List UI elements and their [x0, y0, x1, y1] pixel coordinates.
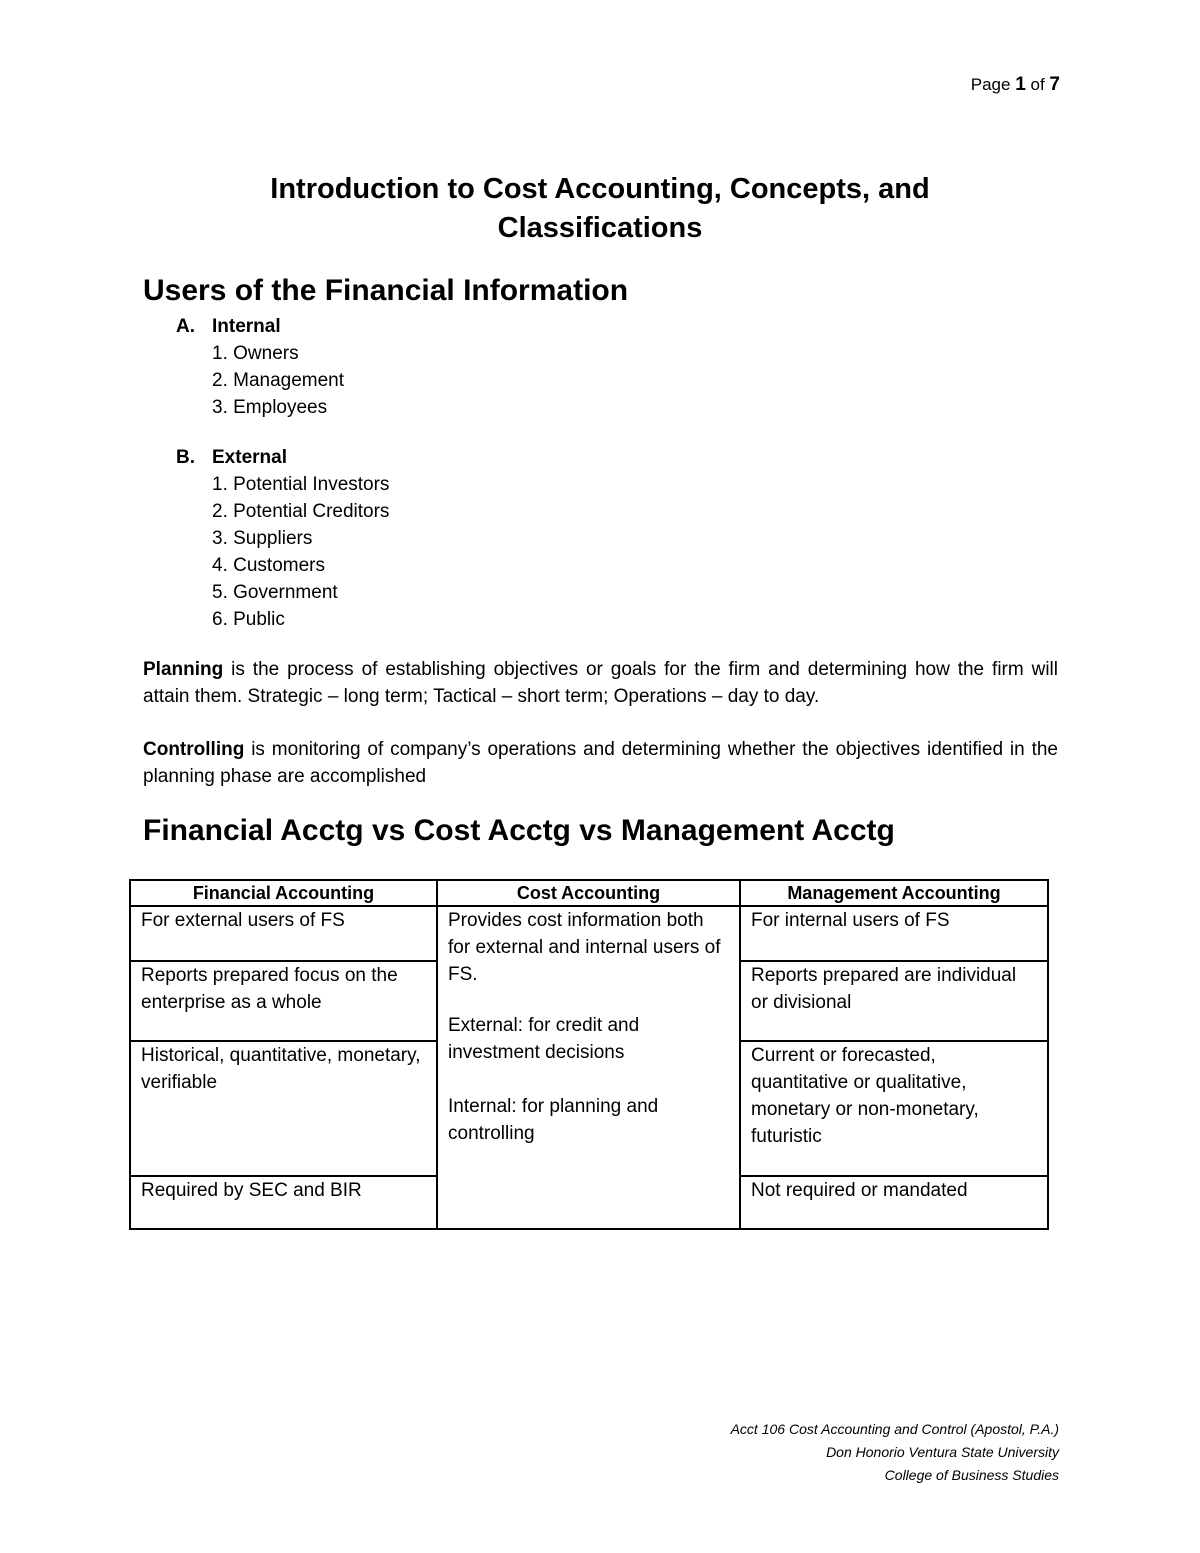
controlling-term: Controlling: [143, 739, 245, 760]
internal-label: [176, 313, 344, 340]
cost-text-3: Internal: for planning and controlling: [448, 1096, 659, 1144]
list-item: 6. Public: [212, 609, 285, 630]
footer: [731, 1418, 1059, 1487]
list-item: 1. Potential Investors: [212, 474, 390, 495]
cost-cell: [437, 906, 740, 1229]
document-title: [0, 170, 1200, 248]
cost-text-1: Provides cost information both for external and internal users of FS.: [448, 910, 721, 985]
list-item: 4. Customers: [212, 555, 325, 576]
internal-users-group: [176, 313, 344, 421]
table-header-row: [130, 880, 1048, 906]
cost-text-2: External: for credit and investment decisions: [448, 1015, 640, 1063]
list-item: 5. Government: [212, 582, 338, 603]
footer-course: Acct 106 Cost Accounting and Control (Apostol, P.A.): [730, 1421, 1059, 1437]
header-management: Management Accounting: [740, 880, 1048, 906]
financial-cell: Required by SEC and BIR: [130, 1176, 437, 1229]
controlling-paragraph: [143, 736, 1058, 790]
management-cell: Reports prepared are individual or divisional: [740, 961, 1048, 1041]
footer-college: College of Business Studies: [884, 1467, 1059, 1483]
list-item: 3. Employees: [212, 397, 328, 418]
controlling-text: is monitoring of company’s operations and determining whether the objectives identified in the planning phase are accomplished: [143, 739, 1058, 787]
footer-university: Don Honorio Ventura State University: [826, 1444, 1059, 1460]
table-row: [130, 906, 1048, 961]
list-item: 3. Suppliers: [212, 528, 313, 549]
page-of: of: [1030, 75, 1045, 94]
comparison-heading: Financial Acctg vs Cost Acctg vs Management Acctg: [143, 814, 895, 847]
financial-cell: Historical, quantitative, monetary, verifiable: [130, 1041, 437, 1176]
management-cell: Current or forecasted, quantitative or qualitative, monetary or non-monetary, futuristic: [740, 1041, 1048, 1176]
planning-paragraph: [143, 656, 1058, 710]
external-users-list: [176, 471, 389, 633]
header-financial: Financial Accounting: [130, 880, 437, 906]
header-cost: Cost Accounting: [437, 880, 740, 906]
internal-letter: A.: [176, 316, 195, 337]
planning-text: is the process of establishing objectives or goals for the firm and determining how the firm will attain them. Strategic – long term; Tactical – short term; Operations – day to day.: [143, 659, 1058, 707]
financial-cell: For external users of FS: [130, 906, 437, 961]
financial-cell: Reports prepared focus on the enterprise as a whole: [130, 961, 437, 1041]
list-item: 1. Owners: [212, 343, 299, 364]
list-item: 2. Management: [212, 370, 345, 391]
internal-title: Internal: [212, 316, 281, 337]
users-heading: Users of the Financial Information: [143, 274, 629, 307]
list-item: 2. Potential Creditors: [212, 501, 390, 522]
page-total: 7: [1049, 74, 1060, 95]
page-current: 1: [1015, 74, 1026, 95]
title-line-1: Introduction to Cost Accounting, Concepts, and: [270, 173, 930, 205]
external-label: [176, 444, 389, 471]
planning-term: Planning: [143, 659, 224, 680]
page-number: [971, 74, 1060, 96]
management-cell: For internal users of FS: [740, 906, 1048, 961]
title-line-2: Classifications: [497, 212, 703, 244]
page-label: Page: [970, 75, 1011, 94]
external-title: External: [212, 447, 287, 468]
comparison-table: [129, 879, 1049, 1230]
internal-users-list: [176, 340, 344, 421]
management-cell: Not required or mandated: [740, 1176, 1048, 1229]
external-letter: B.: [176, 447, 195, 468]
external-users-group: [176, 444, 389, 633]
